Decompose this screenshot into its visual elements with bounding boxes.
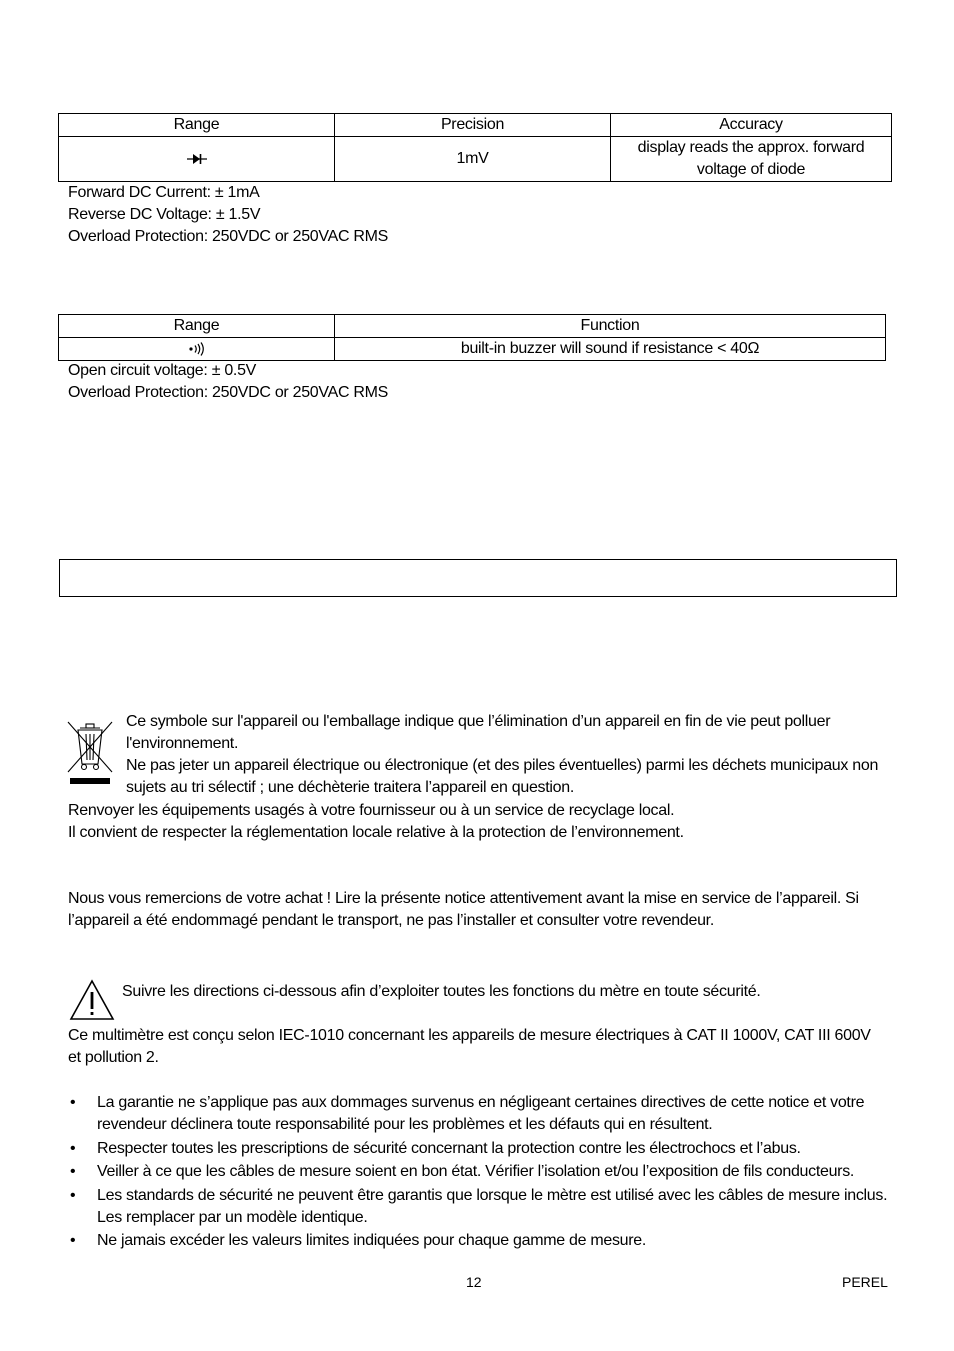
header-accuracy: Accuracy xyxy=(611,114,892,137)
table-header-row xyxy=(59,114,892,137)
table-header-row xyxy=(59,315,886,338)
safety-bullet-list xyxy=(68,1092,888,1253)
range-cell xyxy=(59,137,335,182)
list-item: • Veiller à ce que les câbles de mesure soient en bon état. Vérifier l’isolation et/ou l’exposition de fils conducteurs. xyxy=(70,1163,855,1180)
accuracy-cell: display reads the approx. forward voltage of diode xyxy=(611,137,892,182)
safety-warning-text: Suivre les directions ci-dessous afin d’exploiter toutes les fonctions du mètre en toute sécurité. xyxy=(122,983,761,1000)
table-row xyxy=(59,338,886,361)
intro-paragraph: Nous vous remercions de votre achat ! Lire la présente notice attentivement avant la mise en service de l’appareil. Si l’appareil a été endommagé pendant le transport, ne pas l’installer et consulter votre revendeur. xyxy=(68,890,859,929)
footer-brand: PEREL xyxy=(842,1274,888,1290)
header-range: Range xyxy=(59,315,335,338)
warning-triangle-icon xyxy=(69,979,115,1021)
table-row xyxy=(59,137,892,182)
continuity-note-overload: Overload Protection: 250VDC or 250VAC RMS xyxy=(68,384,388,401)
section-header-box xyxy=(59,559,897,597)
weee-return-line: Renvoyer les équipements usagés à votre fournisseur ou à un service de recyclage local. xyxy=(68,802,675,819)
diode-note-current: Forward DC Current: ± 1mA xyxy=(68,184,260,201)
safety-standard-paragraph: Ce multimètre est conçu selon IEC-1010 concernant les appareils de mesure électriques à CAT II 1000V, CAT III 600V et pollution 2. xyxy=(68,1027,871,1066)
weee-paragraph-1: Ce symbole sur l'appareil ou l'emballage indique que l’élimination d’un appareil en fin de vie peut polluer l'environnement. xyxy=(126,713,831,752)
precision-cell: 1mV xyxy=(335,137,611,182)
continuity-spec-table xyxy=(58,314,886,361)
diode-note-overload: Overload Protection: 250VDC or 250VAC RMS xyxy=(68,228,388,245)
crossed-out-bin-icon xyxy=(66,720,114,788)
header-range: Range xyxy=(59,114,335,137)
function-cell: built-in buzzer will sound if resistance < 40Ω xyxy=(335,338,886,361)
continuity-note-voltage: Open circuit voltage: ± 0.5V xyxy=(68,362,257,379)
weee-regulation-line: Il convient de respecter la réglementation locale relative à la protection de l’environnement. xyxy=(68,824,684,841)
weee-paragraph-2: Ne pas jeter un appareil électrique ou électronique (et des piles éventuelles) parmi les déchets municipaux non sujets au tri sélectif ; une déchèterie traitera l’appareil en question. xyxy=(126,757,879,796)
header-function: Function xyxy=(335,315,886,338)
diode-spec-table xyxy=(58,113,892,182)
page-number: 12 xyxy=(466,1274,482,1290)
list-item: • Ne jamais excéder les valeurs limites indiquées pour chaque gamme de mesure. xyxy=(70,1232,647,1249)
list-item: • La garantie ne s’applique pas aux dommages survenus en négligeant certaines directives de cette notice et votre revendeur déclinera toute responsabilité pour les problèmes et les défauts qui en résultent. xyxy=(70,1094,865,1133)
diode-note-reverse: Reverse DC Voltage: ± 1.5V xyxy=(68,206,261,223)
header-precision: Precision xyxy=(335,114,611,137)
list-item: • Respecter toutes les prescriptions de sécurité concernant la protection contre les électrochocs et l’abus. xyxy=(70,1140,801,1157)
diode-icon xyxy=(186,152,208,166)
range-cell xyxy=(59,338,335,361)
buzzer-icon xyxy=(188,342,206,356)
list-item: • Les standards de sécurité ne peuvent être garantis que lorsque le mètre est utilisé avec les câbles de mesure inclus. Les remplacer par un modèle identique. xyxy=(70,1187,888,1226)
